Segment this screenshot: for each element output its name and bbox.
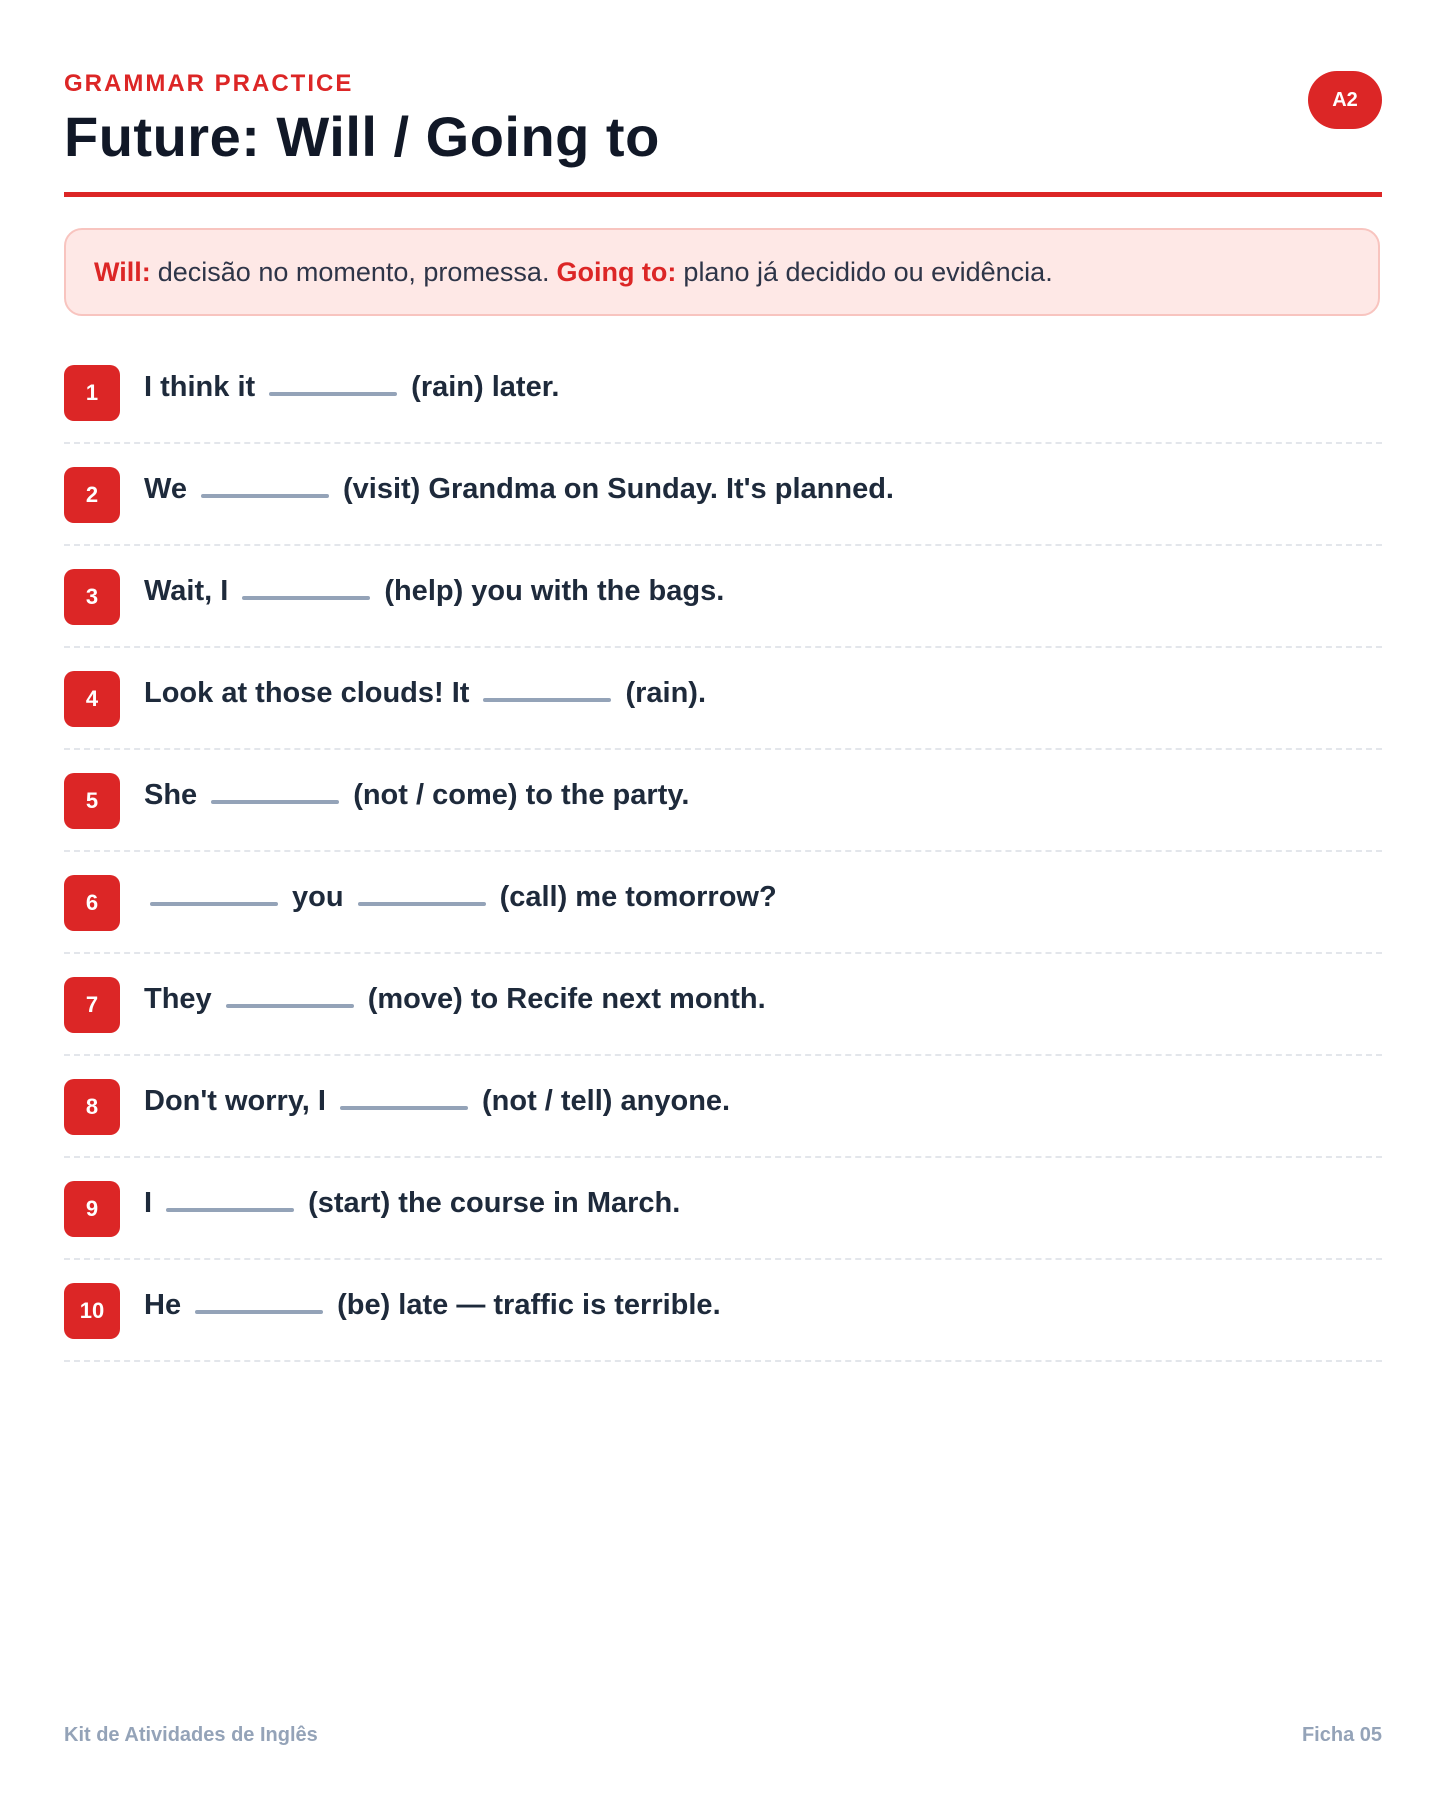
- level-badge: A2: [1308, 71, 1382, 129]
- going-to-label: Going to:: [556, 256, 677, 287]
- exercise-number-badge: 7: [64, 977, 120, 1033]
- section-kicker: GRAMMAR PRACTICE: [64, 70, 354, 97]
- exercise-number-badge: 10: [64, 1283, 120, 1339]
- sentence-end: (start) the course in March.: [308, 1186, 681, 1219]
- exercise-sentence: [144, 1085, 730, 1118]
- exercise-number-badge: 2: [64, 467, 120, 523]
- exercise-sentence: [144, 677, 706, 710]
- exercise-sentence: [144, 1187, 680, 1220]
- footer-kit-name: Kit de Atividades de Inglês: [64, 1724, 318, 1746]
- sentence-start: They: [144, 982, 212, 1015]
- answer-blank[interactable]: [201, 494, 329, 498]
- sentence-end: (move) to Recife next month.: [367, 982, 766, 1015]
- answer-blank[interactable]: [269, 392, 397, 396]
- exercise-sentence: [144, 371, 559, 404]
- will-explanation: decisão no momento, promessa.: [157, 256, 550, 287]
- page-footer: [64, 1724, 1382, 1747]
- exercise-row: [64, 1158, 1382, 1260]
- sentence-end: (visit) Grandma on Sunday. It's planned.: [342, 472, 894, 505]
- exercise-list: [64, 342, 1382, 1362]
- exercise-row: [64, 1056, 1382, 1158]
- header-divider: [64, 192, 1382, 197]
- answer-blank[interactable]: [195, 1310, 323, 1314]
- answer-blank[interactable]: [340, 1106, 468, 1110]
- exercise-number-badge: 8: [64, 1079, 120, 1135]
- sentence-start: I: [144, 1186, 153, 1219]
- exercise-sentence: [144, 473, 894, 506]
- sentence-end: (help) you with the bags.: [384, 574, 725, 607]
- exercise-row: [64, 546, 1382, 648]
- answer-blank[interactable]: [211, 800, 339, 804]
- answer-blank[interactable]: [242, 596, 370, 600]
- will-label: Will:: [94, 256, 151, 287]
- sentence-start: He: [144, 1288, 182, 1321]
- exercise-row: [64, 648, 1382, 750]
- exercise-number-badge: 9: [64, 1181, 120, 1237]
- going-to-explanation: plano já decidido ou evidência.: [683, 256, 1053, 287]
- exercise-sentence: [144, 1289, 721, 1322]
- sentence-end: (not / tell) anyone.: [481, 1084, 731, 1117]
- answer-blank[interactable]: [358, 902, 486, 906]
- footer-sheet-number: Ficha 05: [1301, 1724, 1382, 1746]
- answer-blank[interactable]: [483, 698, 611, 702]
- exercise-row: [64, 342, 1382, 444]
- exercise-number-badge: 1: [64, 365, 120, 421]
- sentence-start: Look at those clouds! It: [144, 676, 470, 709]
- sentence-start: Don't worry, I: [144, 1084, 326, 1117]
- sentence-start: We: [144, 472, 187, 505]
- exercise-row: [64, 954, 1382, 1056]
- exercise-row: [64, 852, 1382, 954]
- exercise-number-badge: 6: [64, 875, 120, 931]
- worksheet-page: [64, 0, 1382, 1800]
- sentence-end: (rain).: [625, 676, 707, 709]
- exercise-row: [64, 444, 1382, 546]
- sentence-end: (not / come) to the party.: [353, 778, 690, 811]
- worksheet-header: [64, 0, 1382, 198]
- exercise-sentence: [144, 575, 724, 608]
- page-title: Future: Will / Going to: [64, 105, 660, 168]
- exercise-row: [64, 1260, 1382, 1362]
- exercise-number-badge: 4: [64, 671, 120, 727]
- exercise-sentence: [144, 983, 766, 1016]
- answer-blank[interactable]: [150, 902, 278, 906]
- exercise-sentence: [144, 881, 777, 914]
- answer-blank[interactable]: [226, 1004, 354, 1008]
- exercise-row: [64, 750, 1382, 852]
- sentence-end: (be) late — traffic is terrible.: [337, 1288, 721, 1321]
- sentence-start: I think it: [144, 370, 256, 403]
- sentence-end: (call) me tomorrow?: [499, 880, 777, 913]
- sentence-start: Wait, I: [144, 574, 229, 607]
- exercise-sentence: [144, 779, 689, 812]
- exercise-number-badge: 3: [64, 569, 120, 625]
- exercise-number-badge: 5: [64, 773, 120, 829]
- sentence-middle: you: [292, 880, 344, 913]
- answer-blank[interactable]: [166, 1208, 294, 1212]
- sentence-start: She: [144, 778, 198, 811]
- grammar-tip-box: [64, 228, 1380, 316]
- sentence-end: (rain) later.: [411, 370, 560, 403]
